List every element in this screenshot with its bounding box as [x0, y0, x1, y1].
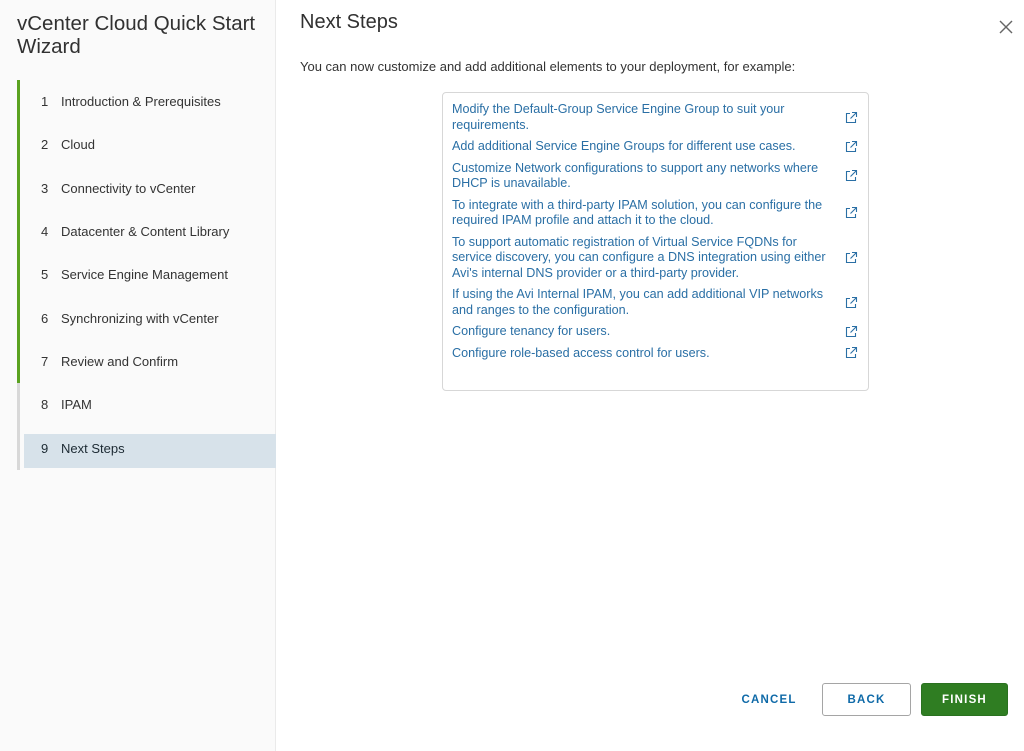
step-number: 1 [41, 94, 49, 110]
wizard-step-9[interactable] [17, 426, 276, 469]
step-label: Next Steps [61, 440, 125, 456]
next-step-link[interactable] [443, 343, 868, 365]
wizard-step-3[interactable] [17, 167, 276, 210]
external-link-icon[interactable] [844, 111, 858, 125]
link-text[interactable]: To integrate with a third-party IPAM solution, you can configure the required IPAM profile and attach it to the cloud. [452, 197, 823, 227]
step-status-bar [17, 340, 20, 383]
link-text[interactable]: Modify the Default-Group Service Engine Group to suit your requirements. [452, 102, 785, 132]
finish-button[interactable]: FINISH [921, 683, 1008, 716]
step-label: IPAM [61, 397, 92, 413]
step-status-bar [17, 426, 20, 469]
external-link-icon[interactable] [844, 206, 858, 220]
step-status-bar [17, 167, 20, 210]
step-number: 4 [41, 224, 49, 240]
cancel-button[interactable]: CANCEL [741, 693, 797, 706]
next-step-link[interactable] [443, 195, 868, 232]
wizard-step-1[interactable] [17, 80, 276, 123]
step-label: Connectivity to vCenter [61, 180, 196, 196]
step-number: 5 [41, 267, 49, 283]
next-step-link[interactable] [443, 284, 868, 321]
next-step-link[interactable] [443, 158, 868, 195]
step-label: Service Engine Management [61, 267, 228, 283]
wizard-title: vCenter Cloud Quick Start Wizard [17, 12, 256, 58]
step-number: 7 [41, 353, 49, 369]
page-title: Next Steps [300, 11, 398, 33]
link-text[interactable]: Configure tenancy for users. [452, 324, 611, 338]
wizard-step-7[interactable] [17, 340, 276, 383]
link-text[interactable]: Add additional Service Engine Groups for different use cases. [452, 139, 796, 153]
step-number: 6 [41, 310, 49, 326]
step-number: 9 [41, 440, 49, 456]
step-label: Synchronizing with vCenter [61, 310, 219, 326]
intro-text: You can now customize and add additional elements to your deployment, for example: [300, 59, 796, 74]
wizard-step-5[interactable] [17, 253, 276, 296]
link-text[interactable]: If using the Avi Internal IPAM, you can add additional VIP networks and ranges to the configuration. [452, 287, 824, 317]
wizard-step-6[interactable] [17, 296, 276, 339]
step-number: 8 [41, 397, 49, 413]
step-status-bar [17, 123, 20, 166]
back-button[interactable]: BACK [822, 683, 911, 716]
wizard-steps [17, 80, 276, 470]
step-label: Cloud [61, 137, 95, 153]
step-number: 2 [41, 137, 49, 153]
step-status-bar [17, 253, 20, 296]
wizard-sidebar [0, 0, 276, 751]
link-text[interactable]: To support automatic registration of Virtual Service FQDNs for service discovery, you can configure a DNS integration using either Avi's internal DNS provider or a third-party provider. [452, 234, 826, 280]
external-link-icon[interactable] [844, 251, 858, 265]
wizard-step-8[interactable] [17, 383, 276, 426]
next-step-link[interactable] [443, 232, 868, 285]
step-status-bar [17, 80, 20, 123]
step-label: Introduction & Prerequisites [61, 94, 221, 110]
link-text[interactable]: Customize Network configurations to support any networks where DHCP is unavailable. [452, 160, 819, 190]
close-icon[interactable] [997, 18, 1015, 36]
step-label: Datacenter & Content Library [61, 224, 230, 240]
external-link-icon[interactable] [844, 169, 858, 183]
step-label: Review and Confirm [61, 353, 179, 369]
next-steps-links [442, 92, 869, 391]
step-number: 3 [41, 180, 49, 196]
next-step-link[interactable] [443, 99, 868, 136]
external-link-icon[interactable] [844, 346, 858, 360]
wizard-step-2[interactable] [17, 123, 276, 166]
next-step-link[interactable] [443, 321, 868, 343]
external-link-icon[interactable] [844, 296, 858, 310]
wizard-step-4[interactable] [17, 210, 276, 253]
next-step-link[interactable] [443, 136, 868, 158]
step-status-bar [17, 210, 20, 253]
link-text[interactable]: Configure role-based access control for users. [452, 345, 710, 360]
step-status-bar [17, 296, 20, 339]
step-status-bar [17, 383, 20, 426]
external-link-icon[interactable] [844, 325, 858, 339]
external-link-icon[interactable] [844, 140, 858, 154]
